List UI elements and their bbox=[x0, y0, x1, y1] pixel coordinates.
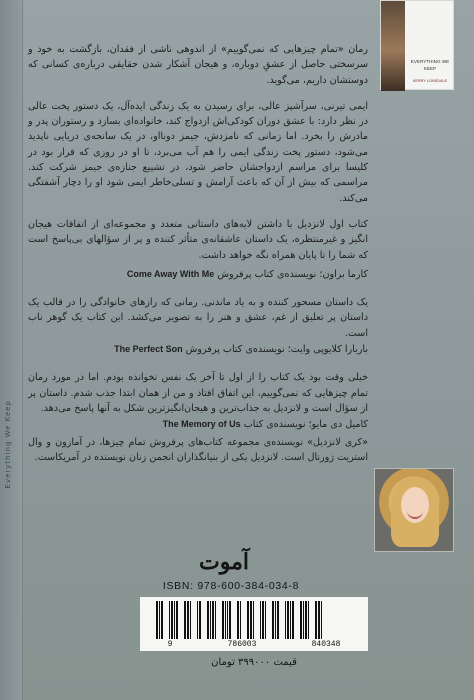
quote-1-signature: کارما براون؛ نویسنده‌ی کتاب پرفروش Come Away With Me bbox=[126, 268, 368, 280]
front-cover-thumbnail bbox=[380, 0, 454, 90]
quote-2-signature: باربارا کلایوپی وایت؛ نویسنده‌ی کتاب پرفروش The Perfect Son bbox=[114, 344, 368, 356]
quote-2-text: یک داستان مسحور کننده و به یاد ماندنی. رمانی که رازهای خانوادگی را در قالب یک داستان پر تعلیق از غم، عشق و هنر را به تصویر می‌کشد. این کتاب یک گوهر ناب است. bbox=[28, 297, 368, 339]
spine-title: Everything We Keep bbox=[4, 400, 12, 489]
back-cover-text bbox=[28, 42, 368, 465]
barcode-number-right: 840348 bbox=[311, 640, 341, 649]
quote-3-book-title: The Memory of Us bbox=[162, 419, 241, 430]
barcode-bars bbox=[156, 601, 352, 639]
barcode bbox=[140, 597, 368, 651]
quote-3-signature: کامیل دی مایو؛ نویسنده‌ی کتاب The Memory of Us bbox=[162, 419, 368, 431]
isbn-number: ISBN: 978-600-384-034-8 bbox=[162, 580, 300, 592]
publisher-logo: آموت bbox=[199, 549, 249, 575]
synopsis-paragraph-3: کتاب اول لانزدیل با داشتن لایه‌های داستانی متعدد و مجموعه‌ای از اتفاقات هیجان انگیز و غیرمنتظره، یک داستان عاشقانه‌ی متأثر کننده و پر از سؤالهای بی‌پاسخ است که شما را تا پایان همراه نگه خواهد داشت. bbox=[28, 218, 368, 261]
author-bio: «کری لانزدیل» نویسنده‌ی مجموعه کتاب‌های پرفروش تمام چیزها، در آمازون و وال استریت ژورنال است. لانزدیل یکی از بنیانگذاران انجمن زنان نویسنده در آمریکاست. bbox=[28, 436, 368, 463]
quote-2-book-title: The Perfect Son bbox=[114, 344, 183, 355]
barcode-number-left: 9 bbox=[167, 640, 173, 649]
author-photo bbox=[374, 468, 454, 552]
quote-3-text: خیلی وقت بود یک کتاب را از اول تا آخر یک نفس نخوانده بودم. اما در مورد رمان تمام چیزهایی که نمی‌گوییم، این اتفاق افتاد و من از همان ابتدا جذب شدم. داستان پر از سؤال است و لانزدیل به جذاب‌ترین و هیجان‌انگیزترین شکل به آنها پاسخ می‌دهد. bbox=[28, 372, 368, 414]
book-spine bbox=[0, 0, 23, 700]
barcode-numbers bbox=[140, 640, 368, 649]
barcode-number-middle: 786003 bbox=[227, 640, 257, 649]
cover-thumbnail-author: KERRY LONSDALE bbox=[412, 79, 448, 83]
cover-photo bbox=[381, 1, 405, 91]
synopsis-paragraph-1: رمان «تمام چیزهایی که نمی‌گوییم» از اندوهی ناشی از فقدان، بازگشت به خود و سرسختی حاصل از عشقِ دوباره، و هیجان آشکار شدن حقایقی درباره‌ی کسانی که دوستشان داریم، می‌گوید. bbox=[28, 44, 368, 86]
synopsis-paragraph-2: ایمی تیرنی، سرآشپز عالی، برای رسیدن به یک زندگی ایده‌آل، یک دستور پخت عالی در نظر دارد: با عشق دوران کودکی‌اش ازدواج کند، خانواده‌ای بسازد و رستوران پدر و مادرش را بخرد. اما زمانی که نامزدش، جیمز دونااو، در یک سانحه‌ی دریایی ناپدید می‌شود، دستور پخت زندگی ایمی را هم آب می‌برد، تا او در روزی که قرار بود در کلیسا برای مراسم ازدواجشان حاضر شود، در تشییع جنازه‌ی جیمز شرکت کند. مراسمی که بیش از آن که باعث آرامش و تسلی‌خاطر ایمی شود او را دچار آشفتگی می‌کند. bbox=[28, 100, 368, 204]
quote-1-book-title: Come Away With Me bbox=[126, 268, 215, 279]
cover-thumbnail-title: EVERYTHING WE KEEP bbox=[410, 59, 450, 71]
price: قیمت ۳۹۹۰۰۰ تومان bbox=[211, 657, 297, 668]
